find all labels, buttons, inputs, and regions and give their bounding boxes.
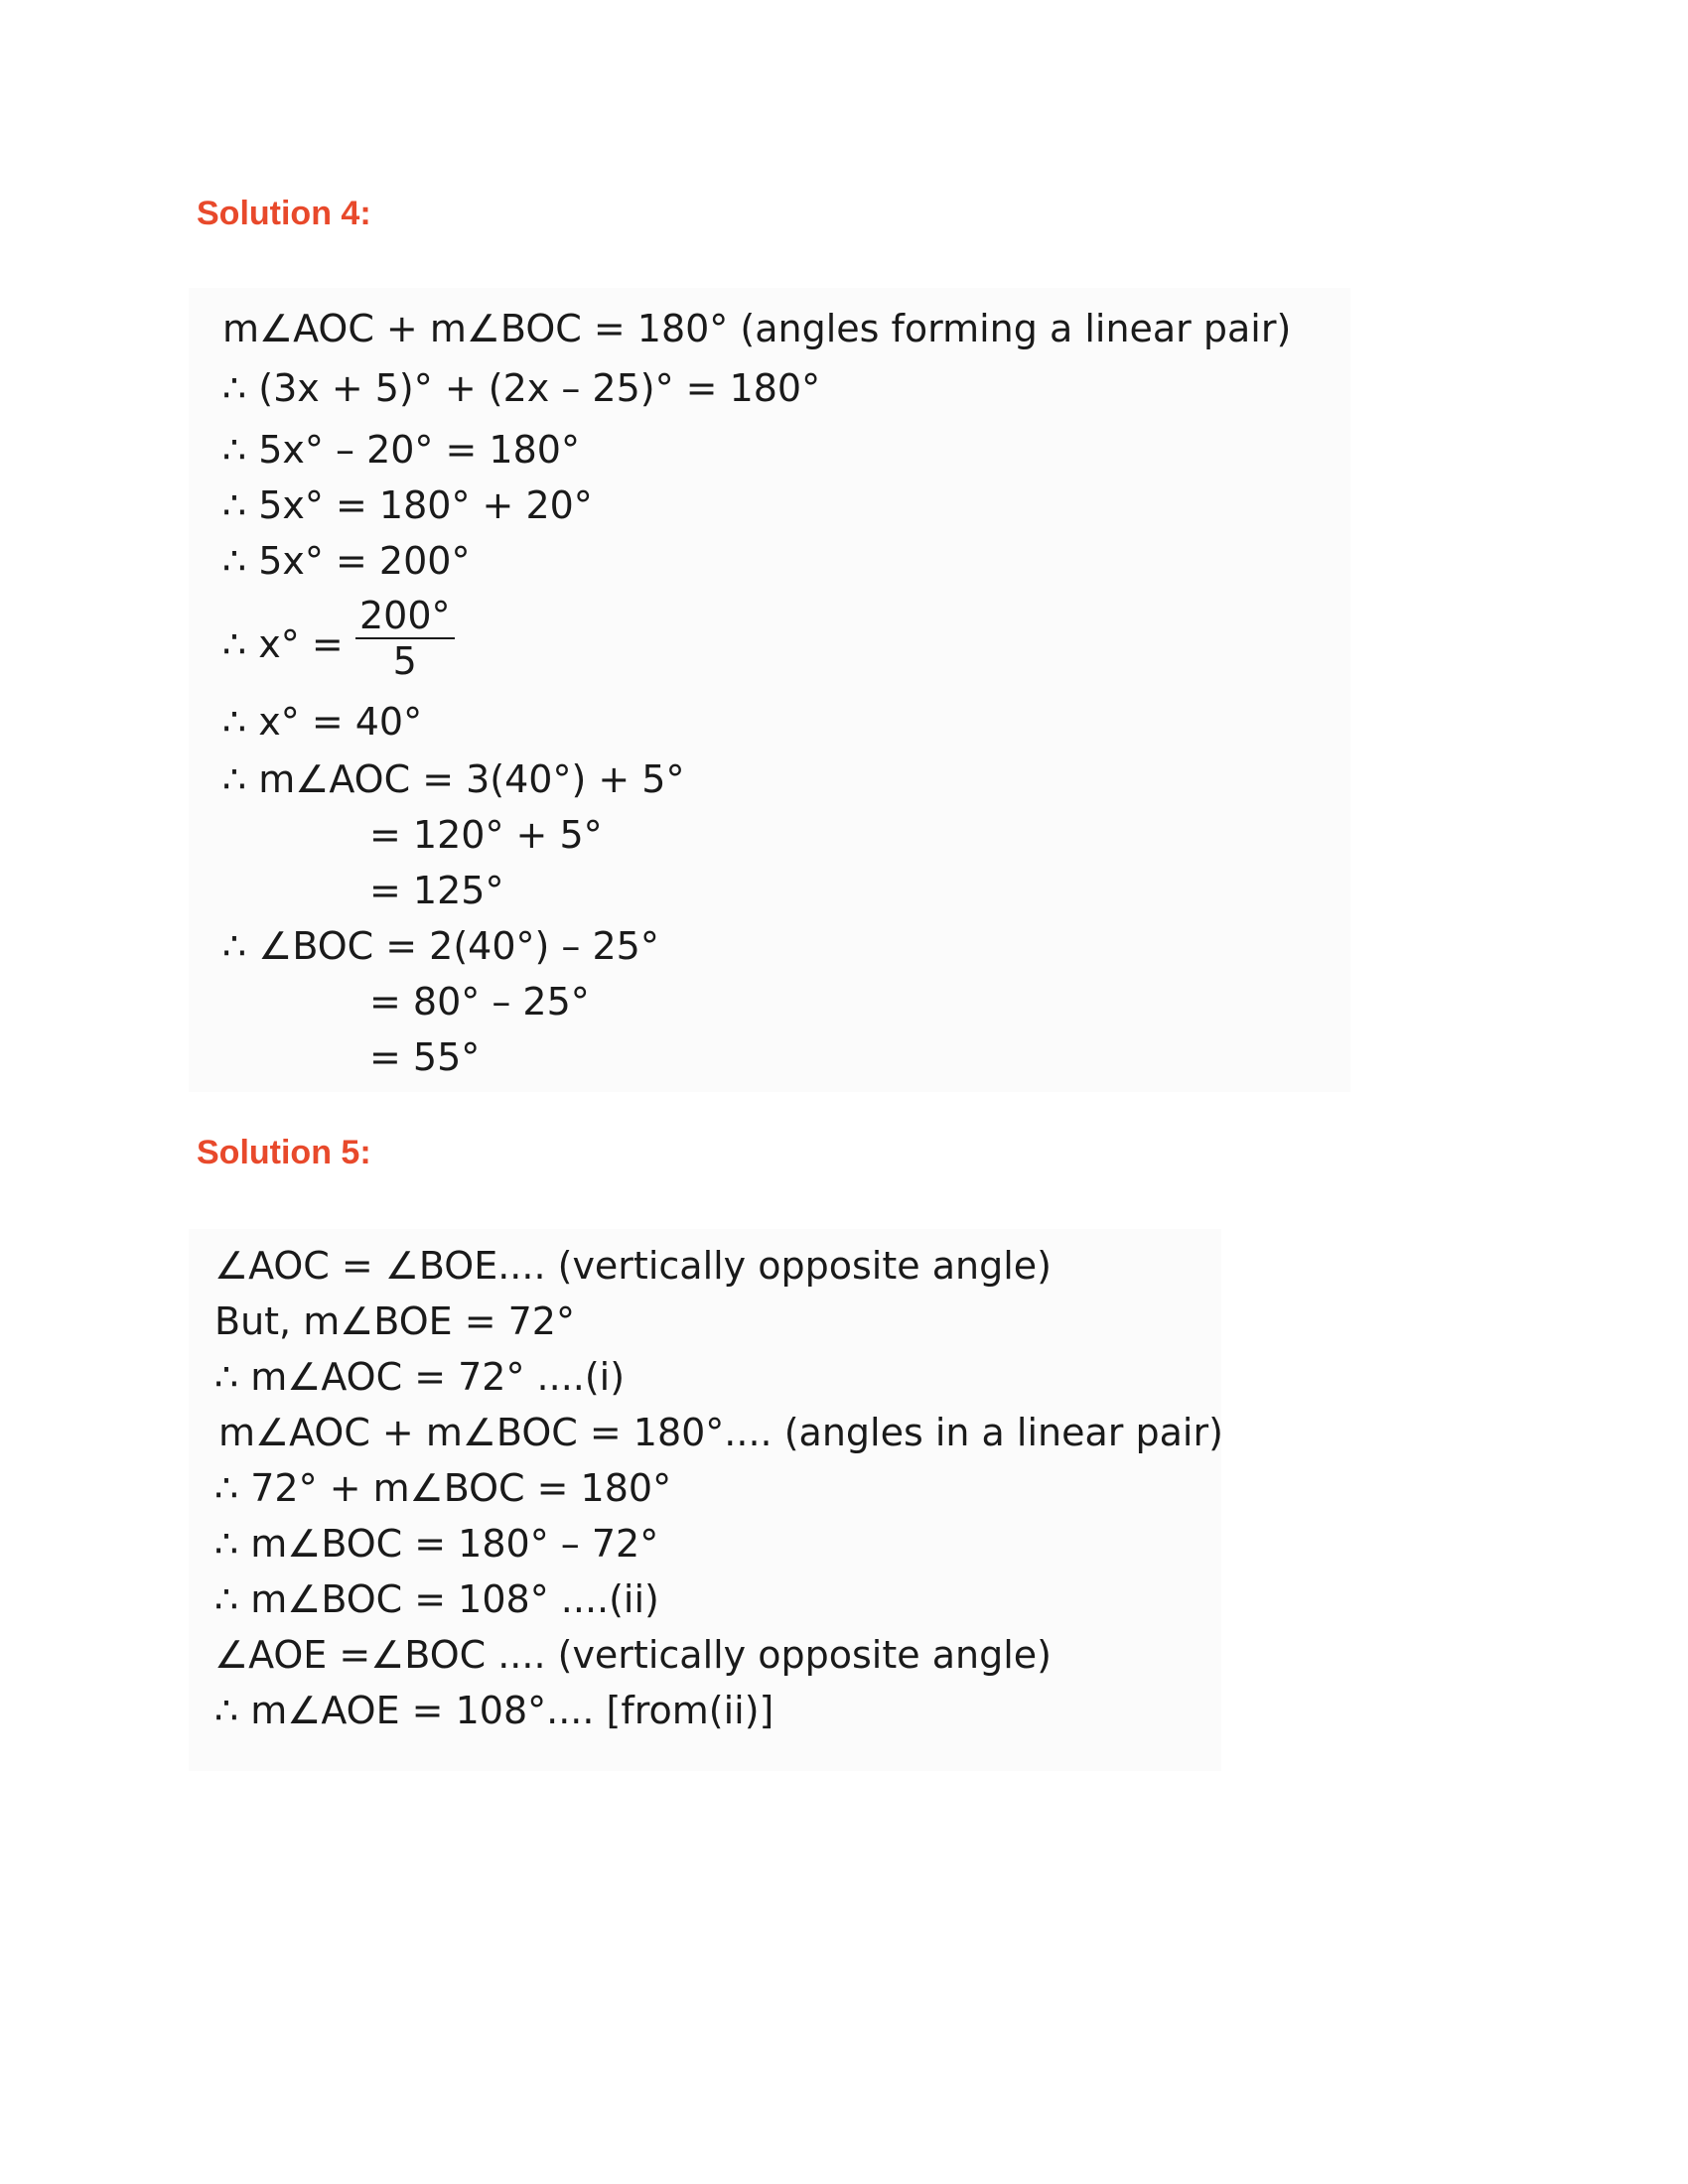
solution-4-line-8: ∴ m∠AOC = 3(40°) + 5°: [222, 757, 685, 801]
fraction-denominator: 5: [392, 639, 417, 683]
solution-4-line-13: = 55°: [369, 1035, 481, 1079]
solution-5-line-6: ∴ m∠BOC = 180° – 72°: [214, 1522, 659, 1566]
solution-4-line-6: ∴ x° =: [222, 622, 344, 666]
solution-4-line-2: ∴ (3x + 5)° + (2x – 25)° = 180°: [222, 366, 821, 410]
solution-5-body: [189, 1229, 1221, 1771]
solution-5-line-5: ∴ 72° + m∠BOC = 180°: [214, 1466, 672, 1510]
solution-4-line-11: ∴ ∠BOC = 2(40°) – 25°: [222, 924, 659, 968]
solution-4-line-1: m∠AOC + m∠BOC = 180° (angles forming a linear pair): [222, 307, 1292, 350]
solution-4-line-5: ∴ 5x° = 200°: [222, 539, 471, 583]
solution-5-heading: Solution 5:: [197, 1134, 371, 1171]
solution-5-line-9: ∴ m∠AOE = 108°.... [from(ii)]: [214, 1689, 774, 1732]
solution-4-line-9: = 120° + 5°: [369, 813, 603, 857]
solution-4-heading: Solution 4:: [197, 195, 371, 232]
solution-4-body: [189, 288, 1350, 1092]
solution-4-line-4: ∴ 5x° = 180° + 20°: [222, 483, 593, 527]
solution-4-line-10: = 125°: [369, 869, 504, 912]
solution-5-line-8: ∠AOE =∠BOC .... (vertically opposite angle): [214, 1633, 1052, 1677]
fraction-numerator: 200°: [355, 594, 455, 639]
solution-5-line-1: ∠AOC = ∠BOE.... (vertically opposite angle): [214, 1244, 1052, 1288]
solution-5-line-2: But, m∠BOE = 72°: [214, 1299, 575, 1343]
solution-4-line-12: = 80° – 25°: [369, 980, 590, 1024]
solution-4-line-7: ∴ x° = 40°: [222, 700, 423, 744]
solution-5-line-3: ∴ m∠AOC = 72° ....(i): [214, 1355, 626, 1399]
solution-4-fraction: [355, 594, 455, 683]
solution-5-line-7: ∴ m∠BOC = 108° ....(ii): [214, 1577, 659, 1621]
solution-5-line-4: m∠AOC + m∠BOC = 180°.... (angles in a linear pair): [218, 1411, 1223, 1454]
solution-4-line-3: ∴ 5x° – 20° = 180°: [222, 428, 580, 472]
